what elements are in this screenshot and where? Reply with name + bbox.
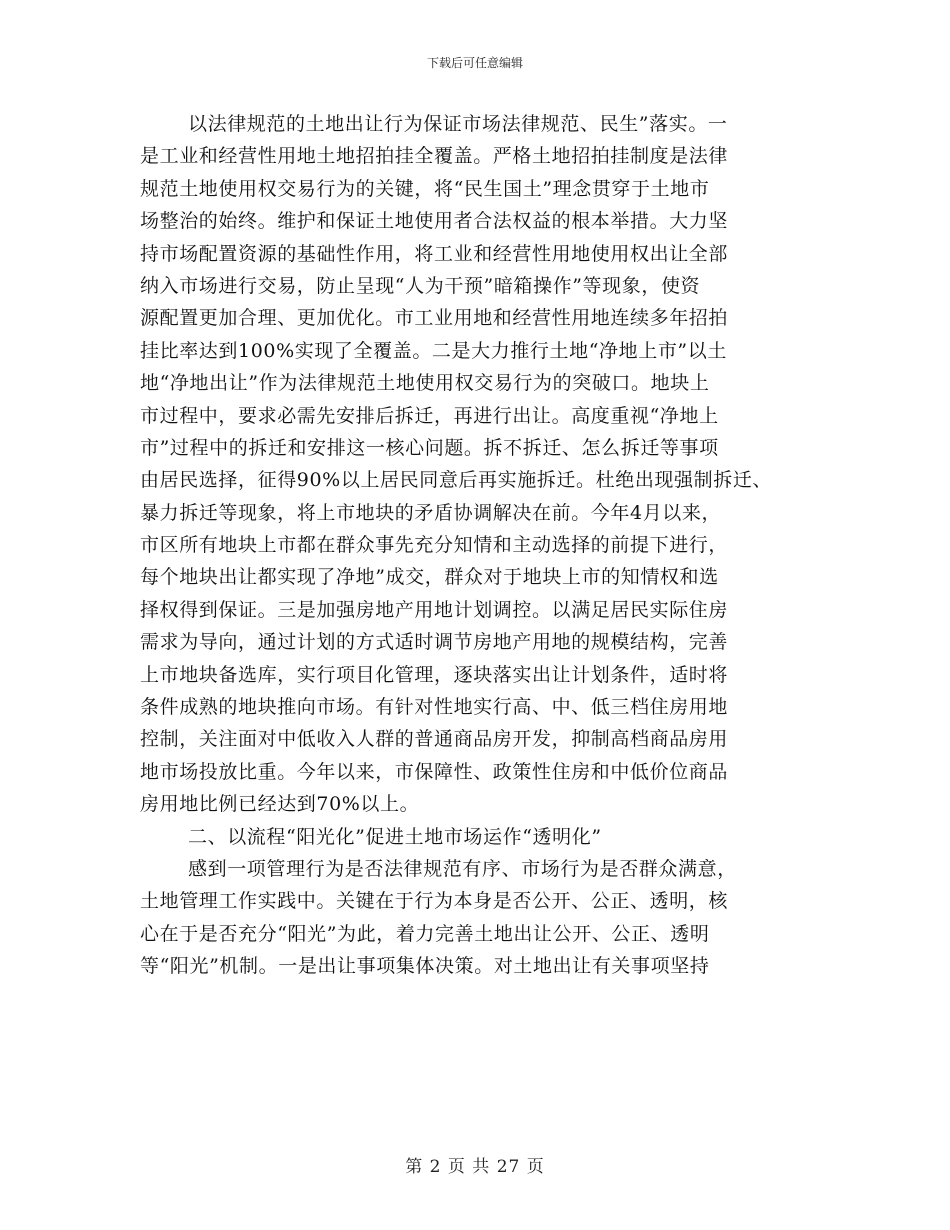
text-line: 感到一项管理行为是否法律规范有序、市场行为是否群众满意， (188, 857, 737, 880)
text-line: 市过程中，要求必需先安排后拆迁，再进行出让。高度重视“净地上 (140, 404, 719, 427)
text-line: 场整治的始终。维护和保证土地使用者合法权益的根本举措。大力坚 (140, 210, 729, 233)
text-line: 心在于是否充分“阳光”为此，着力完善土地出让公开、公正、透明 (140, 922, 710, 945)
text-line: 由居民选择，征得90%以上居民同意后再实施拆迁。杜绝出现强制拆迁、 (140, 469, 773, 492)
text-line: 市”过程中的拆迁和安排这一核心问题。拆不拆迁、怎么拆迁等事项 (140, 436, 719, 459)
text-line: 挂比率达到100%实现了全覆盖。二是大力推行土地“净地上市”以土 (140, 339, 727, 362)
text-line: 条件成熟的地块推向市场。有针对性地实行高、中、低三档住房用地 (140, 696, 729, 719)
text-line: 规范土地使用权交易行为的关键，将“民生国土”理念贯穿于土地市 (140, 177, 710, 200)
text-line: 择权得到保证。三是加强房地产用地计划调控。以满足居民实际住房 (140, 598, 729, 621)
text-line: 控制，关注面对中低收入人群的普通商品房开发，抑制高档商品房用 (140, 728, 729, 751)
text-line: 每个地块出让都实现了净地”成交，群众对于地块上市的知情权和选 (140, 566, 719, 589)
text-line: 地市场投放比重。今年以来，市保障性、政策性住房和中低价位商品 (140, 760, 729, 783)
text-line: 持市场配置资源的基础性作用，将工业和经营性用地使用权出让全部 (140, 242, 729, 265)
text-line: 地“净地出让”作为法律规范土地使用权交易行为的突破口。地块上 (140, 372, 710, 395)
paragraph-3 (140, 853, 830, 983)
text-line: 纳入市场进行交易，防止呈现“人为干预”暗箱操作”等现象，使资 (140, 274, 701, 297)
page-header: 下载后可任意编辑 (426, 56, 523, 70)
text-line: 土地管理工作实践中。关键在于行为本身是否公开、公正、透明，核 (140, 890, 729, 913)
text-line: 需求为导向，通过计划的方式适时调节房地产用地的规模结构，完善 (140, 631, 729, 654)
page-footer: 第 2 页 共 27 页 (405, 1157, 545, 1177)
text-line: 市区所有地块上市都在群众事先充分知情和主动选择的前提下进行， (140, 534, 729, 557)
text-line: 房用地比例已经达到70%以上。 (140, 793, 420, 816)
text-line: 源配置更加合理、更加优化。市工业用地和经营性用地连续多年招拍 (140, 307, 729, 330)
text-line: 暴力拆迁等现象，将上市地块的矛盾协调解决在前。今年4月以来， (140, 501, 722, 524)
text-line: 以法律规范的土地出让行为保证市场法律规范、民生”落实。一 (188, 113, 728, 135)
text-line: 是工业和经营性用地土地招拍挂全覆盖。严格土地招拍挂制度是法律 (140, 145, 729, 168)
section-heading-text: 二、以流程“阳光化”促进土地市场运作“透明化” (188, 825, 602, 848)
text-line: 上市地块备选库，实行项目化管理，逐块落实出让计划条件，适时将 (140, 663, 729, 686)
section-heading (140, 821, 830, 853)
text-line: 等“阳光”机制。一是出让事项集体决策。对土地出让有关事项坚持 (140, 955, 710, 978)
document-body (140, 108, 830, 983)
paragraph-1 (140, 108, 830, 821)
